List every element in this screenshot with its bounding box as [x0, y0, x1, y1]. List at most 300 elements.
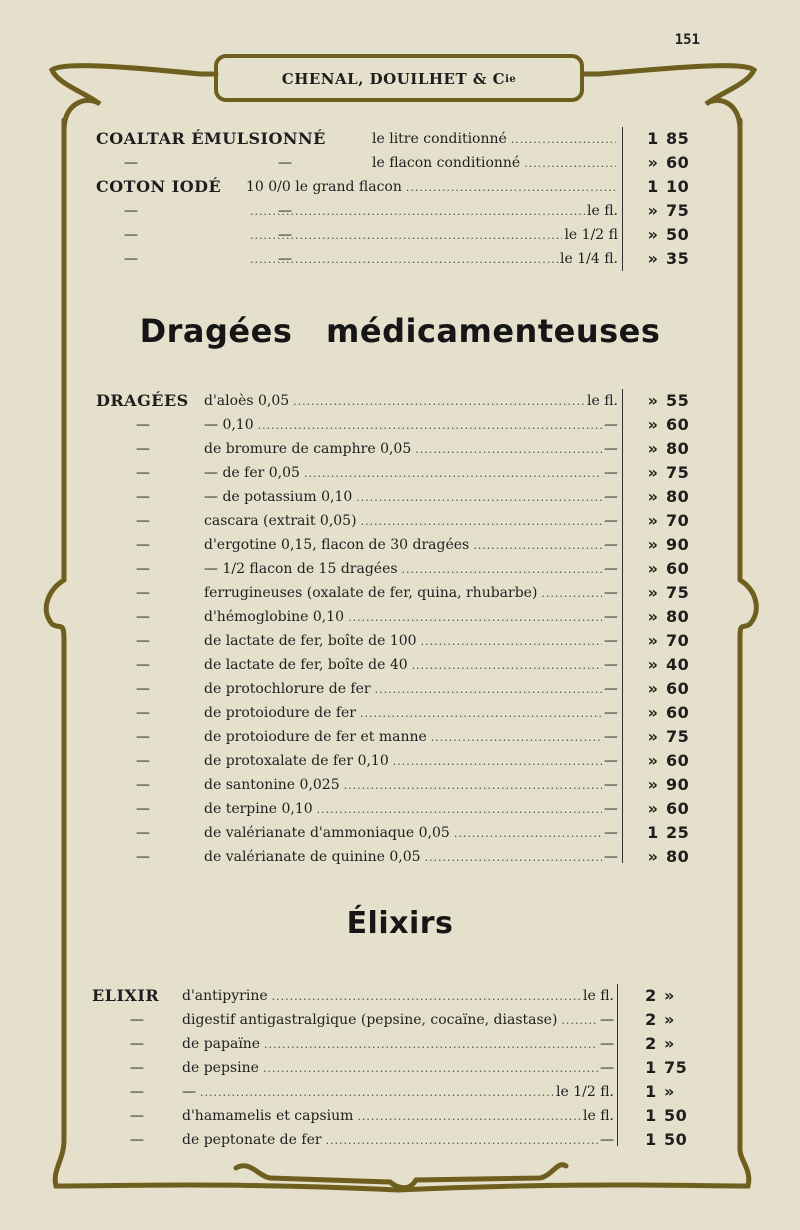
- item-description: [204, 413, 618, 438]
- item-description: [204, 677, 618, 702]
- price: [640, 677, 696, 701]
- price-centimes: 10: [666, 177, 690, 196]
- elixirs-price-list: [92, 984, 706, 1152]
- unit-label: —: [604, 777, 618, 793]
- description-text: de protoiodure de fer et manne: [204, 729, 427, 745]
- unit-label: —: [604, 513, 618, 529]
- item-description: [182, 1104, 614, 1129]
- price-francs: »: [647, 751, 659, 770]
- leader-dots: [272, 985, 581, 1009]
- unit-label: —: [600, 1060, 614, 1076]
- section-title-elixirs: Élixirs: [346, 906, 454, 941]
- repeat-dash: —: [136, 849, 150, 865]
- price: [640, 773, 696, 797]
- repeat-dash: —: [136, 537, 150, 553]
- price-row: [96, 701, 706, 725]
- repeat-dash: —: [136, 417, 150, 433]
- description-text: de papaïne: [182, 1036, 261, 1052]
- repeat-dash: —: [136, 825, 150, 841]
- unit-label: le fl.: [582, 1108, 614, 1124]
- price: [638, 1080, 694, 1104]
- description-text: de lactate de fer, boîte de 100: [204, 633, 417, 649]
- item-description: [246, 199, 618, 224]
- item-description: [204, 581, 618, 606]
- item-description: [204, 821, 618, 846]
- description-text: de terpine 0,10: [204, 801, 313, 817]
- price-centimes: 75: [664, 1058, 688, 1077]
- price: [640, 845, 696, 869]
- price-centimes: 60: [666, 799, 690, 818]
- price-row: [96, 223, 706, 247]
- description-text: de lactate de fer, boîte de 40: [204, 657, 408, 673]
- leader-dots: [326, 1129, 598, 1153]
- price-centimes: 60: [666, 153, 690, 172]
- repeat-dash: —: [124, 155, 138, 171]
- repeat-dash: —: [278, 203, 292, 219]
- item-description: [182, 984, 614, 1009]
- price-centimes: 60: [666, 559, 690, 578]
- price-row: [96, 797, 706, 821]
- price-francs: »: [647, 463, 659, 482]
- repeat-dash: —: [130, 1108, 144, 1124]
- price-francs: »: [647, 655, 659, 674]
- price-centimes: »: [664, 1034, 675, 1053]
- top-column-rule: [622, 127, 623, 271]
- price-row: [92, 1128, 706, 1152]
- repeat-dash: —: [278, 251, 292, 267]
- repeat-dash: —: [124, 227, 138, 243]
- price-row: [96, 629, 706, 653]
- price-centimes: 70: [666, 511, 690, 530]
- price-centimes: 50: [664, 1106, 688, 1125]
- repeat-dash: —: [136, 801, 150, 817]
- leader-dots: [304, 462, 602, 486]
- price-centimes: 75: [666, 201, 690, 220]
- leader-dots: [375, 678, 602, 702]
- price-centimes: 80: [666, 607, 690, 626]
- price: [640, 749, 696, 773]
- leader-dots: [431, 726, 602, 750]
- price-centimes: 70: [666, 631, 690, 650]
- description-text: — de potassium 0,10: [204, 489, 353, 505]
- price-row: [92, 1056, 706, 1080]
- price-centimes: 25: [666, 823, 690, 842]
- repeat-dash: —: [136, 681, 150, 697]
- leader-dots: [415, 438, 602, 462]
- repeat-dash: —: [278, 227, 292, 243]
- price-francs: 1: [645, 1082, 657, 1101]
- dragees-column-rule: [622, 389, 623, 863]
- price-francs: »: [647, 847, 659, 866]
- description-text: de pepsine: [182, 1060, 259, 1076]
- description-text: de bromure de camphre 0,05: [204, 441, 412, 457]
- description-text: ferrugineuses (oxalate de fer, quina, rhubarbe): [204, 585, 538, 601]
- price: [638, 1104, 694, 1128]
- item-description: [204, 509, 618, 534]
- item-description: [204, 653, 618, 678]
- price-francs: 1: [645, 1130, 657, 1149]
- item-name: ELIXIR: [92, 986, 160, 1005]
- price: [640, 223, 696, 247]
- price-francs: 2: [645, 986, 657, 1005]
- price-row: [96, 247, 706, 271]
- leader-dots: [356, 486, 602, 510]
- price-row: [96, 413, 706, 437]
- unit-label: —: [604, 681, 618, 697]
- item-description: [204, 389, 618, 414]
- price-centimes: 80: [666, 439, 690, 458]
- price-centimes: 60: [666, 415, 690, 434]
- leader-dots: [406, 176, 616, 200]
- price-centimes: »: [664, 1010, 675, 1029]
- price-row: [96, 389, 706, 413]
- price: [638, 1008, 694, 1032]
- price-centimes: 85: [666, 129, 690, 148]
- price-francs: »: [647, 511, 659, 530]
- unit-label: —: [604, 657, 618, 673]
- item-description: [204, 845, 618, 870]
- price: [640, 581, 696, 605]
- repeat-dash: —: [130, 1060, 144, 1076]
- description-text: de valérianate d'ammoniaque 0,05: [204, 825, 450, 841]
- item-description: [204, 533, 618, 558]
- description-text: de protoiodure de fer: [204, 705, 357, 721]
- item-description: [204, 797, 618, 822]
- item-description: [204, 773, 618, 798]
- item-description: [204, 437, 618, 462]
- company-suffix: ie: [505, 73, 517, 85]
- unit-label: —: [604, 633, 618, 649]
- price-francs: 2: [645, 1010, 657, 1029]
- unit-label: —: [604, 465, 618, 481]
- price-row: [96, 653, 706, 677]
- unit-label: —: [604, 825, 618, 841]
- unit-label: —: [600, 1036, 614, 1052]
- repeat-dash: —: [130, 1036, 144, 1052]
- leader-dots: [263, 1057, 598, 1081]
- price-centimes: 35: [666, 249, 690, 268]
- item-description: [372, 151, 618, 176]
- price-francs: »: [647, 703, 659, 722]
- price-francs: »: [647, 631, 659, 650]
- price-row: [96, 845, 706, 869]
- description-text: d'hamamelis et capsium: [182, 1108, 354, 1124]
- item-description: [246, 175, 618, 200]
- repeat-dash: —: [130, 1132, 144, 1148]
- description-text: — 1/2 flacon de 15 dragées: [204, 561, 398, 577]
- price-francs: »: [647, 775, 659, 794]
- item-description: [182, 1128, 614, 1153]
- item-description: [204, 749, 618, 774]
- price-francs: »: [647, 583, 659, 602]
- repeat-dash: —: [136, 729, 150, 745]
- price-francs: »: [647, 153, 659, 172]
- price-centimes: »: [664, 986, 675, 1005]
- header-company: [216, 58, 582, 100]
- price: [638, 1128, 694, 1152]
- price-centimes: 60: [666, 703, 690, 722]
- price-francs: »: [647, 201, 659, 220]
- price-row: [96, 485, 706, 509]
- unit-label: —: [604, 585, 618, 601]
- leader-dots: [250, 200, 585, 224]
- price: [640, 413, 696, 437]
- price: [640, 821, 696, 845]
- unit-label: le 1/2 fl.: [556, 1084, 614, 1100]
- price: [640, 557, 696, 581]
- repeat-dash: —: [124, 251, 138, 267]
- price-row: [96, 151, 706, 175]
- price-centimes: 75: [666, 583, 690, 602]
- price: [638, 1056, 694, 1080]
- description-text: d'antipyrine: [182, 988, 268, 1004]
- price-francs: »: [647, 249, 659, 268]
- price-francs: 1: [647, 129, 659, 148]
- price: [640, 127, 696, 151]
- price-row: [92, 984, 706, 1008]
- price-centimes: 50: [664, 1130, 688, 1149]
- unit-label: le fl.: [586, 203, 618, 219]
- leader-dots: [473, 534, 602, 558]
- price-row: [96, 821, 706, 845]
- item-description: [204, 629, 618, 654]
- repeat-dash: —: [130, 1084, 144, 1100]
- repeat-dash: —: [136, 441, 150, 457]
- price-row: [92, 1032, 706, 1056]
- unit-label: le fl.: [586, 393, 618, 409]
- price-row: [96, 509, 706, 533]
- description-text: de valérianate de quinine 0,05: [204, 849, 421, 865]
- leader-dots: [200, 1081, 554, 1105]
- price: [640, 725, 696, 749]
- elixirs-column-rule: [617, 984, 618, 1146]
- item-description: [372, 127, 618, 152]
- leader-dots: [357, 1105, 581, 1129]
- unit-label: le 1/4 fl.: [560, 251, 618, 267]
- price-row: [92, 1104, 706, 1128]
- leader-dots: [511, 128, 616, 152]
- price-centimes: 80: [666, 847, 690, 866]
- unit-label: le fl.: [582, 988, 614, 1004]
- leader-dots: [524, 152, 616, 176]
- price-francs: »: [647, 391, 659, 410]
- price-row: [96, 773, 706, 797]
- description-text: de santonine 0,025: [204, 777, 340, 793]
- item-description: [204, 461, 618, 486]
- description-text: de peptonate de fer: [182, 1132, 322, 1148]
- leader-dots: [293, 390, 585, 414]
- repeat-dash: —: [136, 585, 150, 601]
- price: [640, 629, 696, 653]
- price: [640, 485, 696, 509]
- item-description: [182, 1056, 614, 1081]
- leader-dots: [541, 582, 602, 606]
- price-francs: 1: [645, 1106, 657, 1125]
- price-francs: »: [647, 225, 659, 244]
- price-centimes: 60: [666, 679, 690, 698]
- price-row: [96, 677, 706, 701]
- price-centimes: 50: [666, 225, 690, 244]
- leader-dots: [360, 702, 602, 726]
- company-name: CHENAL, DOUILHET & C: [281, 70, 506, 88]
- description-text: —: [182, 1084, 196, 1100]
- item-name: COTON IODÉ: [96, 177, 222, 196]
- description-text: le litre conditionné: [372, 131, 507, 147]
- price-row: [96, 605, 706, 629]
- description-text: d'aloès 0,05: [204, 393, 290, 409]
- price-francs: »: [647, 727, 659, 746]
- price-row: [96, 437, 706, 461]
- price-centimes: 90: [666, 535, 690, 554]
- leader-dots: [250, 248, 558, 272]
- price: [640, 437, 696, 461]
- price-francs: »: [647, 415, 659, 434]
- leader-dots: [561, 1009, 598, 1033]
- price-francs: 1: [647, 177, 659, 196]
- item-description: [246, 223, 618, 248]
- repeat-dash: —: [130, 1012, 144, 1028]
- leader-dots: [402, 558, 602, 582]
- section-title-dragees: Dragées médicamenteuses: [139, 312, 661, 350]
- description-text: — 0,10: [204, 417, 254, 433]
- price: [640, 199, 696, 223]
- price-row: [96, 581, 706, 605]
- unit-label: —: [604, 729, 618, 745]
- top-price-list: [96, 127, 706, 271]
- price-centimes: 75: [666, 727, 690, 746]
- leader-dots: [393, 750, 602, 774]
- price: [640, 389, 696, 413]
- price-row: [96, 533, 706, 557]
- price: [640, 509, 696, 533]
- frame-left-curl: [46, 580, 64, 640]
- price-francs: 1: [645, 1058, 657, 1077]
- price-centimes: »: [664, 1082, 675, 1101]
- price-francs: »: [647, 607, 659, 626]
- price-francs: »: [647, 487, 659, 506]
- description-text: digestif antigastralgique (pepsine, cocaïne, diastase): [182, 1012, 558, 1028]
- price-row: [92, 1008, 706, 1032]
- leader-dots: [421, 630, 602, 654]
- frame-top-left-curl: [52, 66, 216, 130]
- description-text: d'hémoglobine 0,10: [204, 609, 345, 625]
- description-text: cascara (extrait 0,05): [204, 513, 357, 529]
- price-centimes: 75: [666, 463, 690, 482]
- unit-label: —: [604, 801, 618, 817]
- frame-top-right-curl: [584, 66, 754, 130]
- unit-label: —: [604, 417, 618, 433]
- price-centimes: 40: [666, 655, 690, 674]
- repeat-dash: —: [136, 465, 150, 481]
- price-centimes: 90: [666, 775, 690, 794]
- price: [640, 701, 696, 725]
- price-row: [96, 725, 706, 749]
- price-row: [96, 199, 706, 223]
- price-row: [96, 127, 706, 151]
- description-text: d'ergotine 0,15, flacon de 30 dragées: [204, 537, 470, 553]
- dragees-price-list: [96, 389, 706, 869]
- repeat-dash: —: [136, 777, 150, 793]
- item-description: [204, 485, 618, 510]
- leader-dots: [344, 774, 602, 798]
- item-description: [182, 1080, 614, 1105]
- price: [640, 247, 696, 271]
- price: [640, 151, 696, 175]
- price-centimes: 55: [666, 391, 690, 410]
- leader-dots: [348, 606, 602, 630]
- item-description: [182, 1008, 614, 1033]
- price: [638, 1032, 694, 1056]
- price-centimes: 80: [666, 487, 690, 506]
- item-name: COALTAR ÉMULSIONNÉ: [96, 129, 326, 148]
- repeat-dash: —: [136, 633, 150, 649]
- description-text: de protochlorure de fer: [204, 681, 371, 697]
- price: [640, 175, 696, 199]
- item-description: [182, 1032, 614, 1057]
- unit-label: —: [604, 489, 618, 505]
- description-text: — de fer 0,05: [204, 465, 300, 481]
- item-description: [204, 725, 618, 750]
- item-description: [204, 557, 618, 582]
- price: [638, 984, 694, 1008]
- price-row: [92, 1080, 706, 1104]
- leader-dots: [361, 510, 602, 534]
- repeat-dash: —: [136, 561, 150, 577]
- frame-right-curl: [740, 580, 756, 640]
- item-name: DRAGÉES: [96, 391, 189, 410]
- price-francs: »: [647, 679, 659, 698]
- unit-label: —: [600, 1132, 614, 1148]
- leader-dots: [317, 798, 602, 822]
- unit-label: —: [604, 849, 618, 865]
- leader-dots: [412, 654, 602, 678]
- description-text: le flacon conditionné: [372, 155, 521, 171]
- price-row: [96, 557, 706, 581]
- price-francs: »: [647, 799, 659, 818]
- repeat-dash: —: [136, 489, 150, 505]
- item-description: [246, 247, 618, 272]
- repeat-dash: —: [136, 705, 150, 721]
- price-francs: »: [647, 439, 659, 458]
- unit-label: —: [604, 441, 618, 457]
- unit-label: —: [604, 753, 618, 769]
- price: [640, 653, 696, 677]
- leader-dots: [250, 224, 562, 248]
- leader-dots: [264, 1033, 598, 1057]
- price-francs: »: [647, 559, 659, 578]
- repeat-dash: —: [136, 657, 150, 673]
- repeat-dash: —: [124, 203, 138, 219]
- price-row: [96, 175, 706, 199]
- price-row: [96, 749, 706, 773]
- leader-dots: [425, 846, 602, 870]
- price: [640, 605, 696, 629]
- repeat-dash: —: [278, 155, 292, 171]
- unit-label: le 1/2 fl: [564, 227, 618, 243]
- repeat-dash: —: [136, 609, 150, 625]
- price-francs: »: [647, 535, 659, 554]
- page-number: 151: [674, 32, 700, 48]
- description-text: de protoxalate de fer 0,10: [204, 753, 389, 769]
- item-description: [204, 701, 618, 726]
- price: [640, 797, 696, 821]
- leader-dots: [454, 822, 602, 846]
- repeat-dash: —: [136, 513, 150, 529]
- leader-dots: [258, 414, 602, 438]
- repeat-dash: —: [136, 753, 150, 769]
- price: [640, 533, 696, 557]
- unit-label: —: [604, 537, 618, 553]
